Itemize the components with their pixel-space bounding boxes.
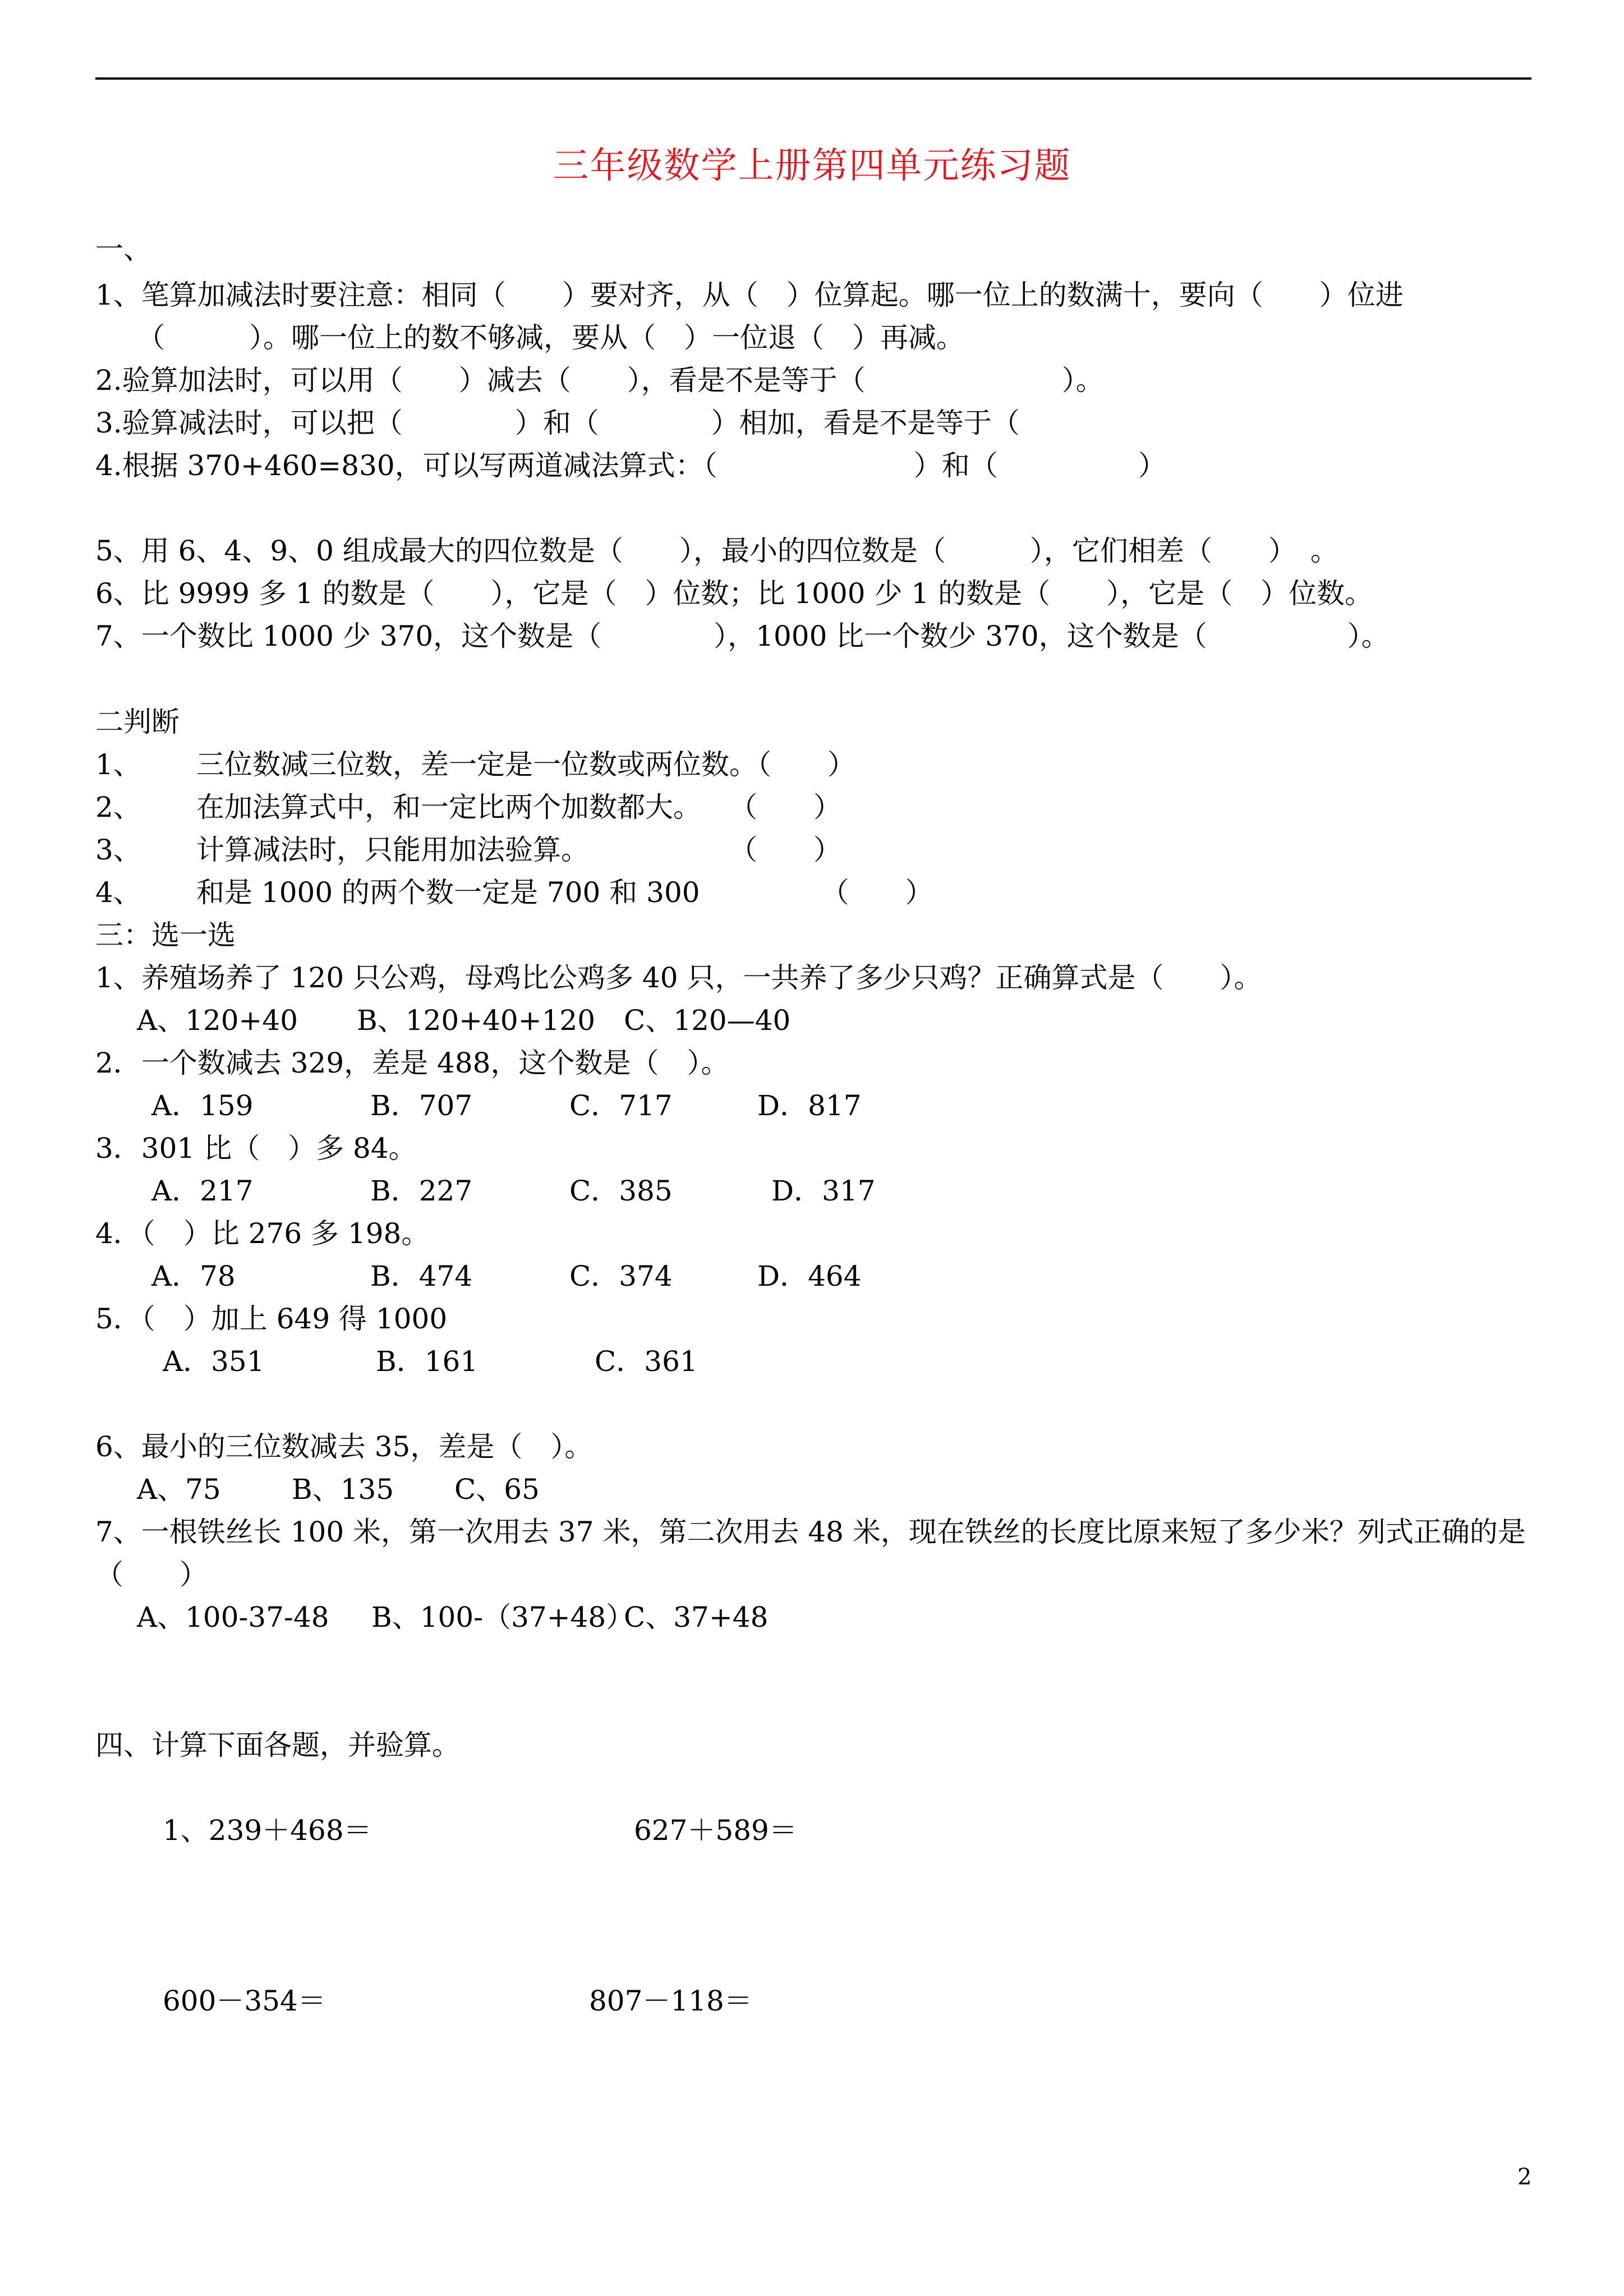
choice-question-6: 6、最小的三位数减去 35，差是（ ）。 xyxy=(95,1430,593,1463)
judge-num-4: 4、 xyxy=(95,876,141,909)
judge-num-1: 1、 xyxy=(95,748,141,781)
choice-option: A．78 xyxy=(151,1260,236,1292)
choice-option: B、100-（37+48） xyxy=(371,1601,634,1634)
choice-option: A、75 xyxy=(137,1473,221,1506)
choice-option: B．161 xyxy=(376,1345,479,1378)
choice-question-5: 5．（ ）加上 649 得 1000 xyxy=(95,1303,448,1335)
choice-option: C、37+48 xyxy=(624,1601,769,1634)
fill-line-1: 1、笔算加减法时要注意：相同（ ）要对齐，从（ ）位算起。哪一位上的数满十，要向（ ）位进 xyxy=(95,279,1404,311)
fill-line-5: 5、用 6、4、9、0 组成最大的四位数是（ ），最小的四位数是（ ），它们相差（ ） 。 xyxy=(95,535,1338,567)
choice-option: D．317 xyxy=(771,1175,876,1207)
fill-line-3: 3.验算减法时，可以把（ ）和（ ）相加，看是不是等于（ xyxy=(95,407,1020,439)
choice-option: A．217 xyxy=(151,1175,254,1207)
calc-problem-3: 600－354＝ xyxy=(163,1985,326,2017)
section2-heading: 二判断 xyxy=(95,706,180,738)
section4-heading: 四、计算下面各题，并验算。 xyxy=(95,1729,460,1761)
calc-problem-1: 1、239＋468＝ xyxy=(163,1814,372,1847)
page-number: 2 xyxy=(1517,2164,1532,2190)
judge-num-3: 3、 xyxy=(95,834,141,866)
header-rule xyxy=(95,77,1531,80)
section3-heading: 三：选一选 xyxy=(95,919,236,951)
judge-text-2: 在加法算式中，和一定比两个加数都大。 （ ） xyxy=(196,791,841,823)
choice-option: B、135 xyxy=(292,1473,394,1506)
choice-option: A．159 xyxy=(151,1089,254,1122)
choice-option: C．361 xyxy=(595,1345,698,1378)
fill-line-4: 4.根据 370+460=830，可以写两道减法算式：（ ）和（ ） xyxy=(95,449,1166,482)
choice-option: A、120+40 xyxy=(137,1004,298,1037)
choice-question-7-cont: （ ） xyxy=(95,1558,208,1591)
fill-line-2: 2.验算加法时，可以用（ ）减去（ ），看是不是等于（ ）。 xyxy=(95,364,1104,397)
choice-question-7: 7、一根铁丝长 100 米，第一次用去 37 米，第二次用去 48 米，现在铁丝的长度比原来短了多少米？列式正确的是 xyxy=(95,1516,1526,1548)
judge-text-4: 和是 1000 的两个数一定是 700 和 300 （ ） xyxy=(196,876,933,909)
choice-option: A、100-37-48 xyxy=(137,1601,329,1634)
choice-option: D．817 xyxy=(757,1089,862,1122)
choice-option: C、120—40 xyxy=(624,1004,791,1037)
section1-heading: 一、 xyxy=(95,233,151,265)
choice-option: B．707 xyxy=(370,1089,473,1122)
fill-line-7: 7、一个数比 1000 少 370，这个数是（ ），1000 比一个数少 370，这个数是（ ）。 xyxy=(95,620,1390,652)
calc-problem-4: 807－118＝ xyxy=(589,1985,752,2017)
fill-line-1-cont: （ ）。哪一位上的数不够减，要从（ ）一位退（ ）再减。 xyxy=(137,321,964,354)
judge-num-2: 2、 xyxy=(95,791,141,823)
judge-text-1: 三位数减三位数，差一定是一位数或两位数。（ ） xyxy=(196,748,855,781)
choice-option: A．351 xyxy=(163,1345,265,1378)
choice-option: C．717 xyxy=(569,1089,673,1122)
choice-question-4: 4．（ ）比 276 多 198。 xyxy=(95,1217,430,1250)
choice-option: C．374 xyxy=(569,1260,673,1292)
judge-text-3: 计算减法时，只能用加法验算。 （ ） xyxy=(196,834,841,866)
choice-question-2: 2．一个数减去 329，差是 488，这个数是（ ）。 xyxy=(95,1047,729,1079)
choice-option: C、65 xyxy=(454,1473,540,1506)
choice-option: B．227 xyxy=(370,1175,473,1207)
choice-option: C．385 xyxy=(569,1175,673,1207)
choice-question-1: 1、养殖场养了 120 只公鸡，母鸡比公鸡多 40 只，一共养了多少只鸡？正确算式是（ ）。 xyxy=(95,961,1262,994)
choice-option: D．464 xyxy=(757,1260,862,1292)
choice-option: B．474 xyxy=(370,1260,473,1292)
calc-problem-2: 627＋589＝ xyxy=(634,1814,797,1847)
page-title: 三年级数学上册第四单元练习题 xyxy=(553,145,1071,187)
choice-option: B、120+40+120 xyxy=(357,1004,596,1037)
choice-question-3: 3．301 比（ ）多 84。 xyxy=(95,1132,417,1165)
fill-line-6: 6、比 9999 多 1 的数是（ ），它是（ ）位数；比 1000 少 1 的数是（ ），它是（ ）位数。 xyxy=(95,577,1373,610)
